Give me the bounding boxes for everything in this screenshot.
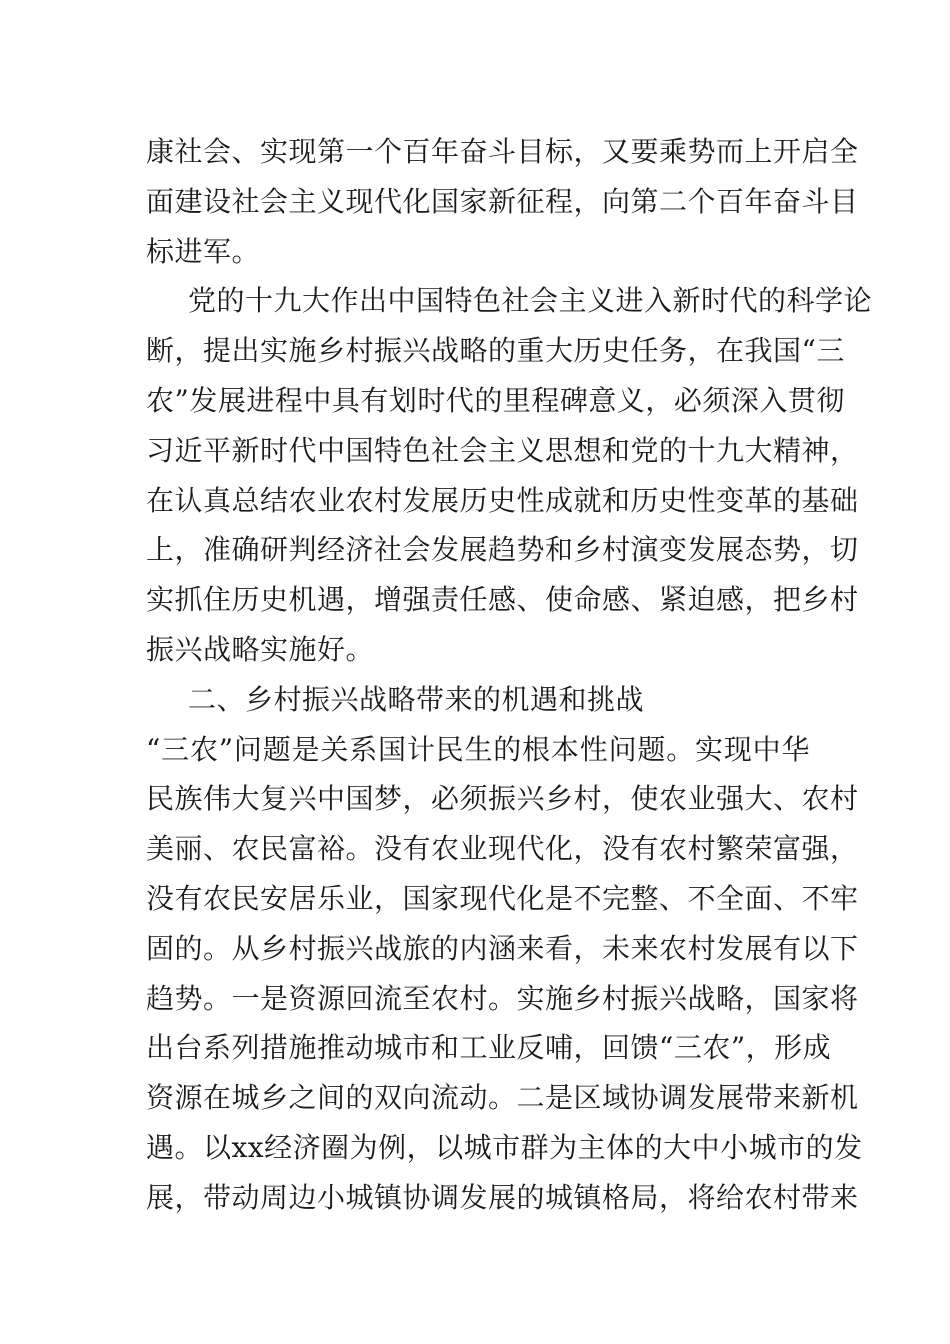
text-line: 农”发展进程中具有划时代的里程碑意义，必须深入贯彻 — [146, 383, 845, 417]
body-text — [146, 127, 873, 1223]
text-line: 实抓住历史机遇，增强责任感、使命感、紧迫感，把乡村 — [146, 583, 859, 617]
text-line: 趋势。一是资源回流至农村。实施乡村振兴战略，国家将 — [146, 981, 859, 1015]
paragraph-1 — [146, 127, 859, 276]
section-heading — [146, 675, 810, 725]
text-line: 上，准确研判经济社会发展趋势和乡村演变发展态势，切 — [146, 533, 859, 567]
text-line: 康社会、实现第一个百年奋斗目标，又要乘势而上开启全 — [146, 135, 859, 168]
text-line: 没有农民安居乐业，国家现代化是不完整、不全面、不牢 — [146, 881, 859, 915]
text-line: 美丽、农民富裕。没有农业现代化，没有农村繁荣富强， — [146, 832, 859, 866]
text-line: 资源在城乡之间的双向流动。二是区域协调发展带来新机 — [146, 1081, 859, 1115]
text-line: 民族伟大复兴中国梦，必须振兴乡村，使农业强大、农村 — [146, 782, 859, 816]
text-line: 固的。从乡村振兴战旅的内涵来看，未来农村发展有以下 — [146, 931, 859, 965]
paragraph-2 — [146, 276, 873, 674]
text-line: 党的十九大作出中国特色社会主义进入新时代的科学论 — [188, 284, 873, 318]
text-line: 出台系列措施推动城市和工业反哺，回馈“三农”，形成 — [146, 1031, 832, 1065]
text-line: 标进军。 — [146, 234, 261, 268]
text-line: 振兴战略实施好。 — [146, 632, 375, 666]
paragraph-3 — [146, 725, 863, 1223]
text-line: 展，带动周边小城镇协调发展的城镇格局，将给农村带来 — [146, 1180, 859, 1214]
text-line: 在认真总结农业农村发展历史性成就和历史性变革的基础 — [146, 483, 859, 517]
heading-line: 二、乡村振兴战略带来的机遇和挑战 — [188, 682, 645, 716]
text-line: 面建设社会主义现代化国家新征程，向第二个百年奋斗目 — [146, 184, 859, 218]
text-line: 习近平新时代中国特色社会主义思想和党的十九大精神， — [146, 433, 859, 467]
text-line: 断，提出实施乡村振兴战略的重大历史任务，在我国“三 — [146, 334, 845, 368]
text-line: “三农”问题是关系国计民生的根本性问题。实现中华 — [146, 732, 810, 766]
text-line: 遇。以xx经济圈为例，以城市群为主体的大中小城市的发 — [146, 1130, 863, 1164]
